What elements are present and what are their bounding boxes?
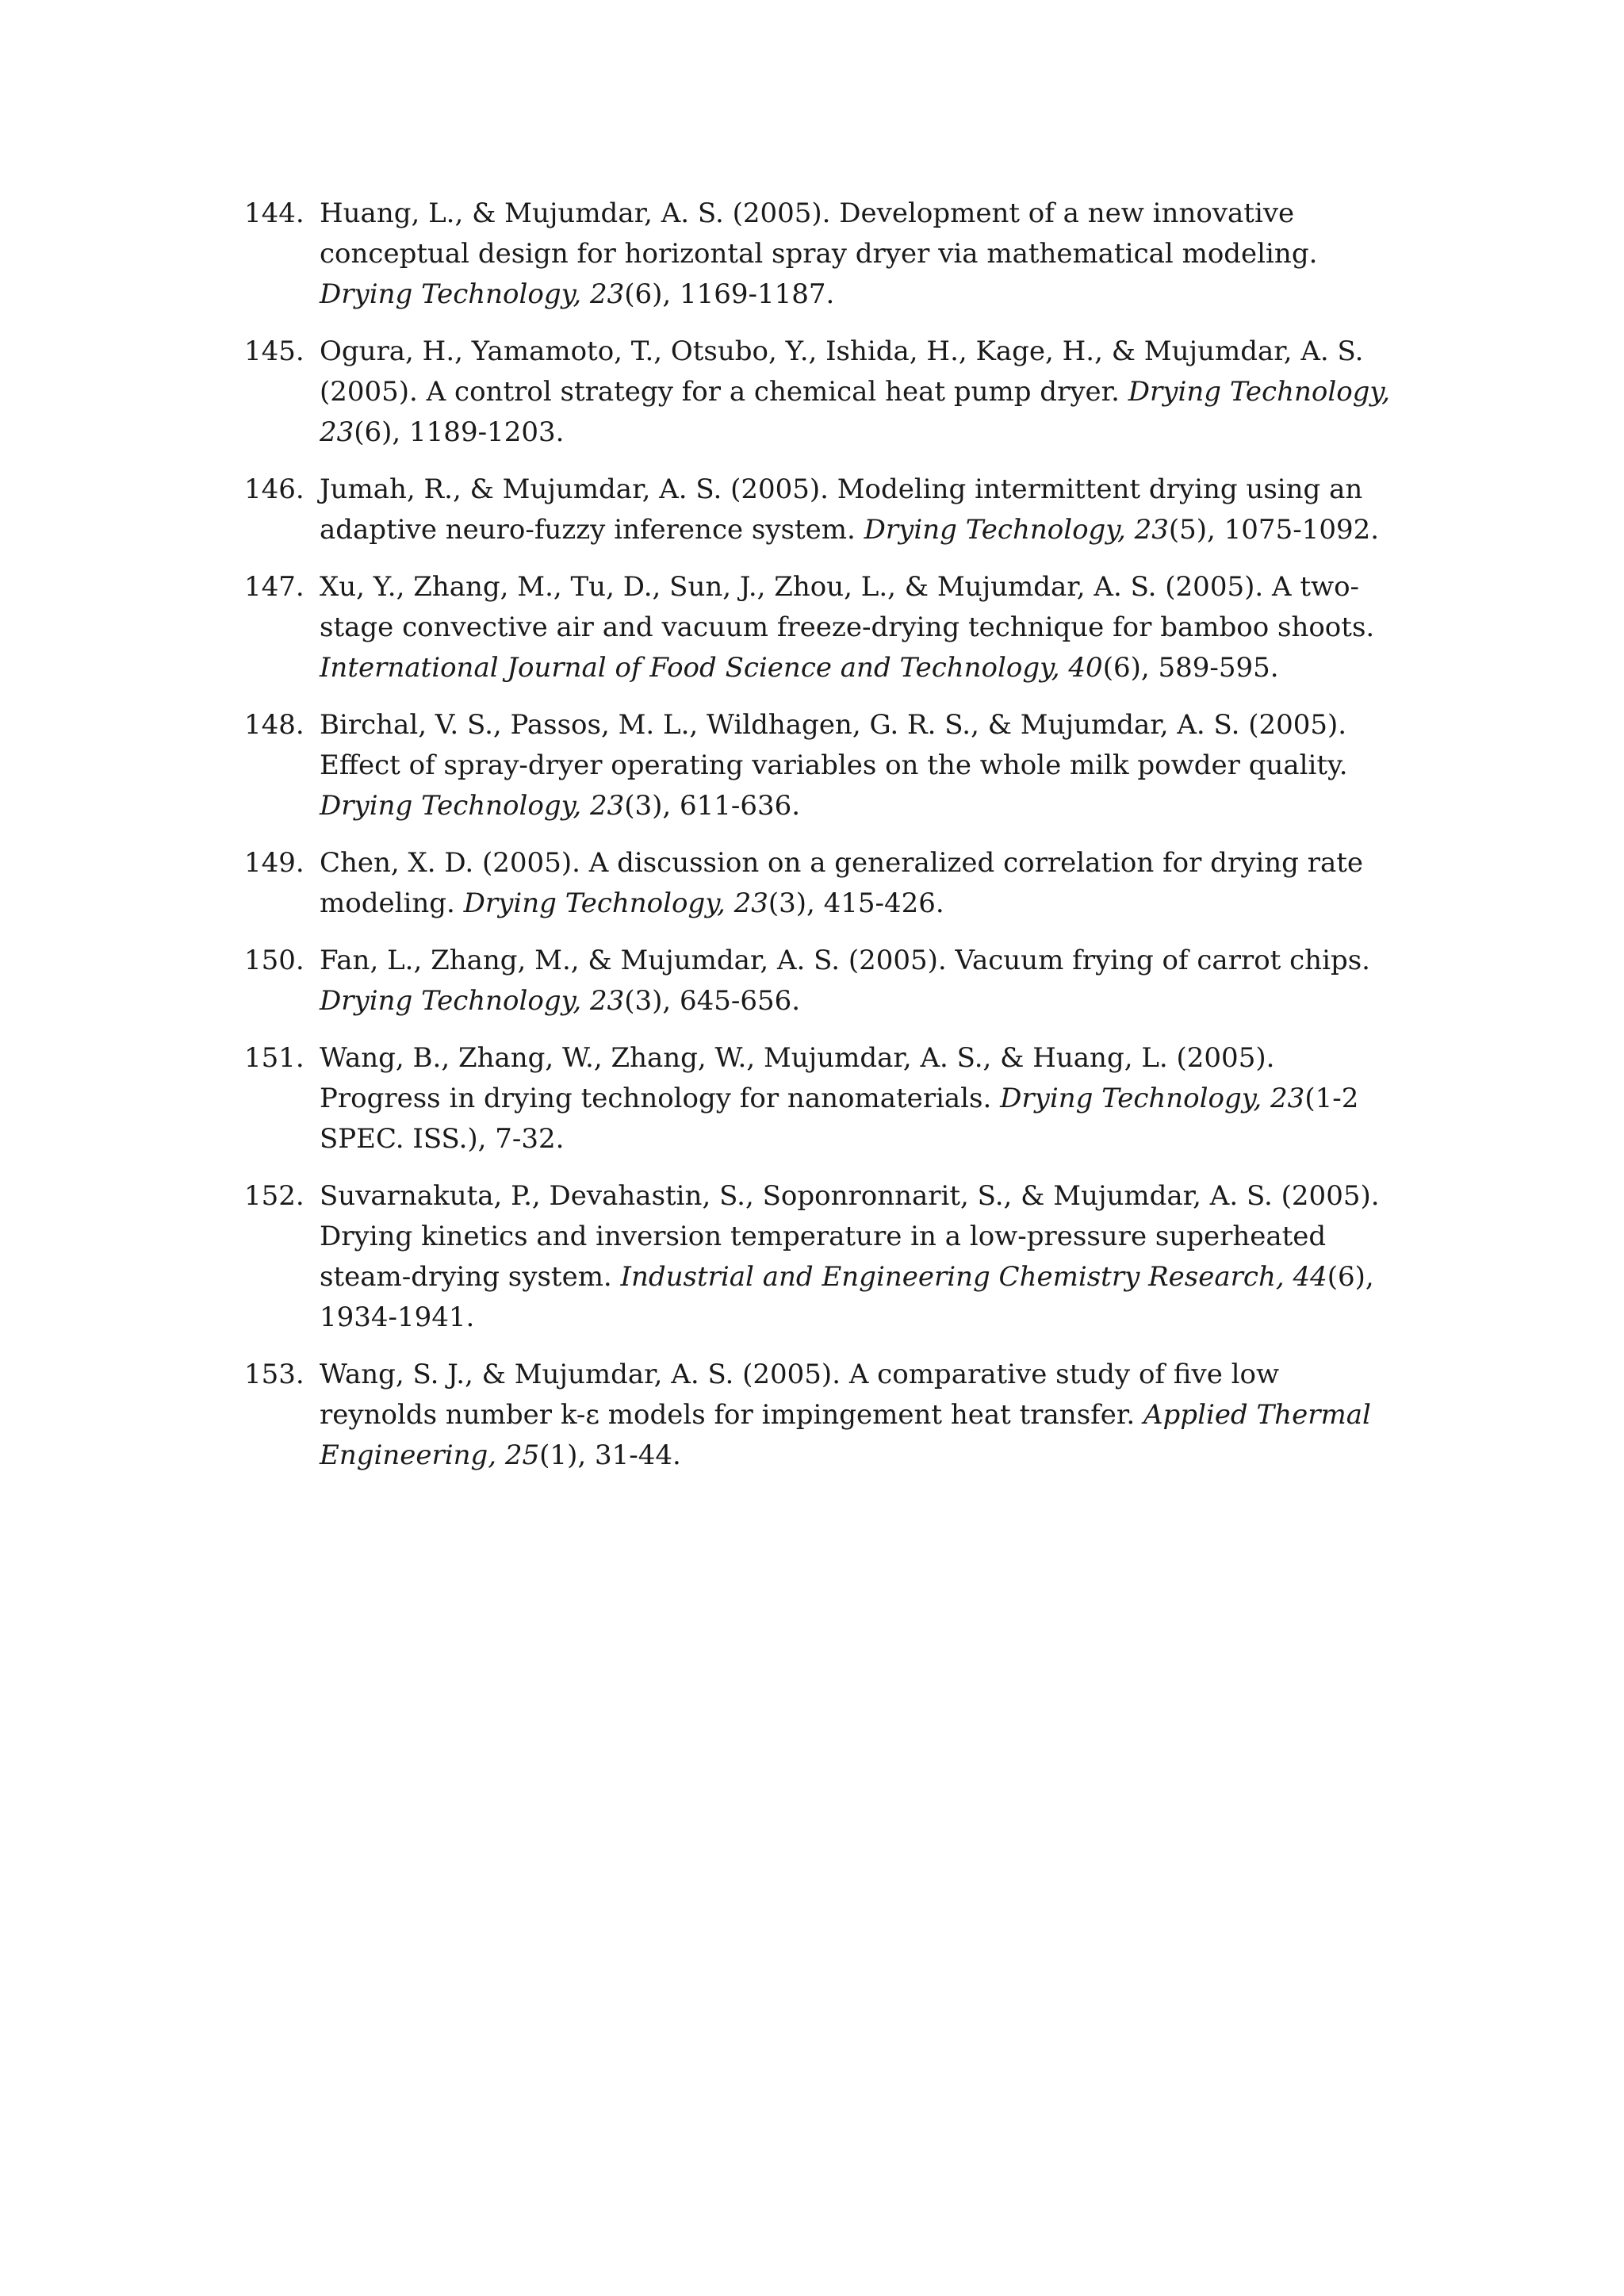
reference-text [320, 847, 1363, 919]
reference-item [244, 843, 1402, 924]
reference-number: 153. [244, 1359, 304, 1390]
reference-citation: Xu, Y., Zhang, M., Tu, D., Sun, J., Zhou, L., & Mujumdar, A. S. (2005). A two-stage convective air and vacuum freeze-drying technique for bamboo shoots. [320, 571, 1375, 643]
reference-text [320, 571, 1374, 684]
reference-issue-pages: (3), 415-426. [768, 887, 944, 919]
reference-number: 149. [244, 847, 304, 879]
reference-journal: Drying Technology, 23 [463, 887, 768, 919]
reference-issue-pages: (1-2 SPEC. ISS.), 7-32. [320, 1083, 1359, 1155]
reference-number: 148. [244, 709, 304, 741]
reference-journal: Applied Thermal Engineering, 25 [320, 1399, 1371, 1471]
reference-citation: Jumah, R., & Mujumdar, A. S. (2005). Modeling intermittent drying using an adaptive neuro-fuzzy inference system. [320, 473, 1363, 546]
reference-issue-pages: (6), 1169-1187. [624, 278, 835, 310]
reference-citation: Wang, S. J., & Mujumdar, A. S. (2005). A comparative study of five low reynolds number k-ε models for impingement heat transfer. [320, 1359, 1280, 1431]
reference-citation: Chen, X. D. (2005). A discussion on a generalized correlation for drying rate modeling. [320, 847, 1364, 919]
reference-journal: International Journal of Food Science and Technology, 40 [320, 652, 1103, 684]
reference-text [320, 709, 1348, 822]
reference-journal: Drying Technology, 23 [1000, 1083, 1305, 1114]
reference-issue-pages: (6), 1934-1941. [320, 1261, 1374, 1333]
reference-issue-pages: (3), 645-656. [624, 985, 801, 1017]
reference-text [320, 945, 1370, 1017]
reference-item [244, 470, 1402, 550]
reference-number: 145. [244, 335, 304, 367]
reference-issue-pages: (3), 611-636. [624, 790, 801, 822]
reference-journal: Industrial and Engineering Chemistry Research, 44 [620, 1261, 1327, 1293]
reference-text [320, 197, 1317, 310]
reference-issue-pages: (6), 1189-1203. [354, 416, 565, 448]
reference-item [244, 567, 1402, 688]
reference-text [320, 335, 1390, 448]
reference-number: 152. [244, 1180, 304, 1212]
reference-citation: Birchal, V. S., Passos, M. L., Wildhagen, G. R. S., & Mujumdar, A. S. (2005). Effect of spray-dryer operating variables on the whole milk powder quality. [320, 709, 1348, 781]
reference-journal: Drying Technology, 23 [320, 985, 625, 1017]
reference-citation: Suvarnakuta, P., Devahastin, S., Soponronnarit, S., & Mujumdar, A. S. (2005). Drying kinetics and inversion temperature in a low-pressure superheated steam-drying system. [320, 1180, 1380, 1293]
reference-citation: Wang, B., Zhang, W., Zhang, W., Mujumdar, A. S., & Huang, L. (2005). Progress in drying technology for nanomaterials. [320, 1042, 1275, 1114]
reference-journal: Drying Technology, 23 [864, 514, 1169, 546]
reference-issue-pages: (5), 1075-1092. [1168, 514, 1380, 546]
reference-issue-pages: (1), 31-44. [539, 1439, 681, 1471]
reference-item [244, 1176, 1402, 1338]
reference-text [320, 473, 1379, 546]
reference-item [244, 194, 1402, 315]
reference-citation: Huang, L., & Mujumdar, A. S. (2005). Development of a new innovative conceptual design for horizontal spray dryer via mathematical modeling. [320, 197, 1318, 270]
reference-text [320, 1359, 1371, 1471]
reference-number: 150. [244, 945, 304, 976]
reference-citation: Fan, L., Zhang, M., & Mujumdar, A. S. (2005). Vacuum frying of carrot chips. [320, 945, 1370, 976]
reference-number: 151. [244, 1042, 304, 1074]
reference-number: 147. [244, 571, 304, 603]
reference-text [320, 1042, 1358, 1155]
reference-item [244, 1355, 1402, 1476]
reference-issue-pages: (6), 589-595. [1102, 652, 1279, 684]
reference-journal: Drying Technology, 23 [320, 790, 625, 822]
reference-item [244, 332, 1402, 453]
reference-item [244, 705, 1402, 826]
reference-number: 146. [244, 473, 304, 505]
reference-journal: Drying Technology, 23 [320, 278, 625, 310]
reference-citation: Ogura, H., Yamamoto, T., Otsubo, Y., Ishida, H., Kage, H., & Mujumdar, A. S. (2005). A control strategy for a chemical heat pump dryer. [320, 335, 1364, 408]
reference-item [244, 941, 1402, 1022]
reference-text [320, 1180, 1380, 1333]
reference-list [244, 194, 1402, 1493]
reference-item [244, 1038, 1402, 1159]
reference-journal: Drying Technology, 23 [320, 376, 1390, 448]
reference-number: 144. [244, 197, 304, 229]
